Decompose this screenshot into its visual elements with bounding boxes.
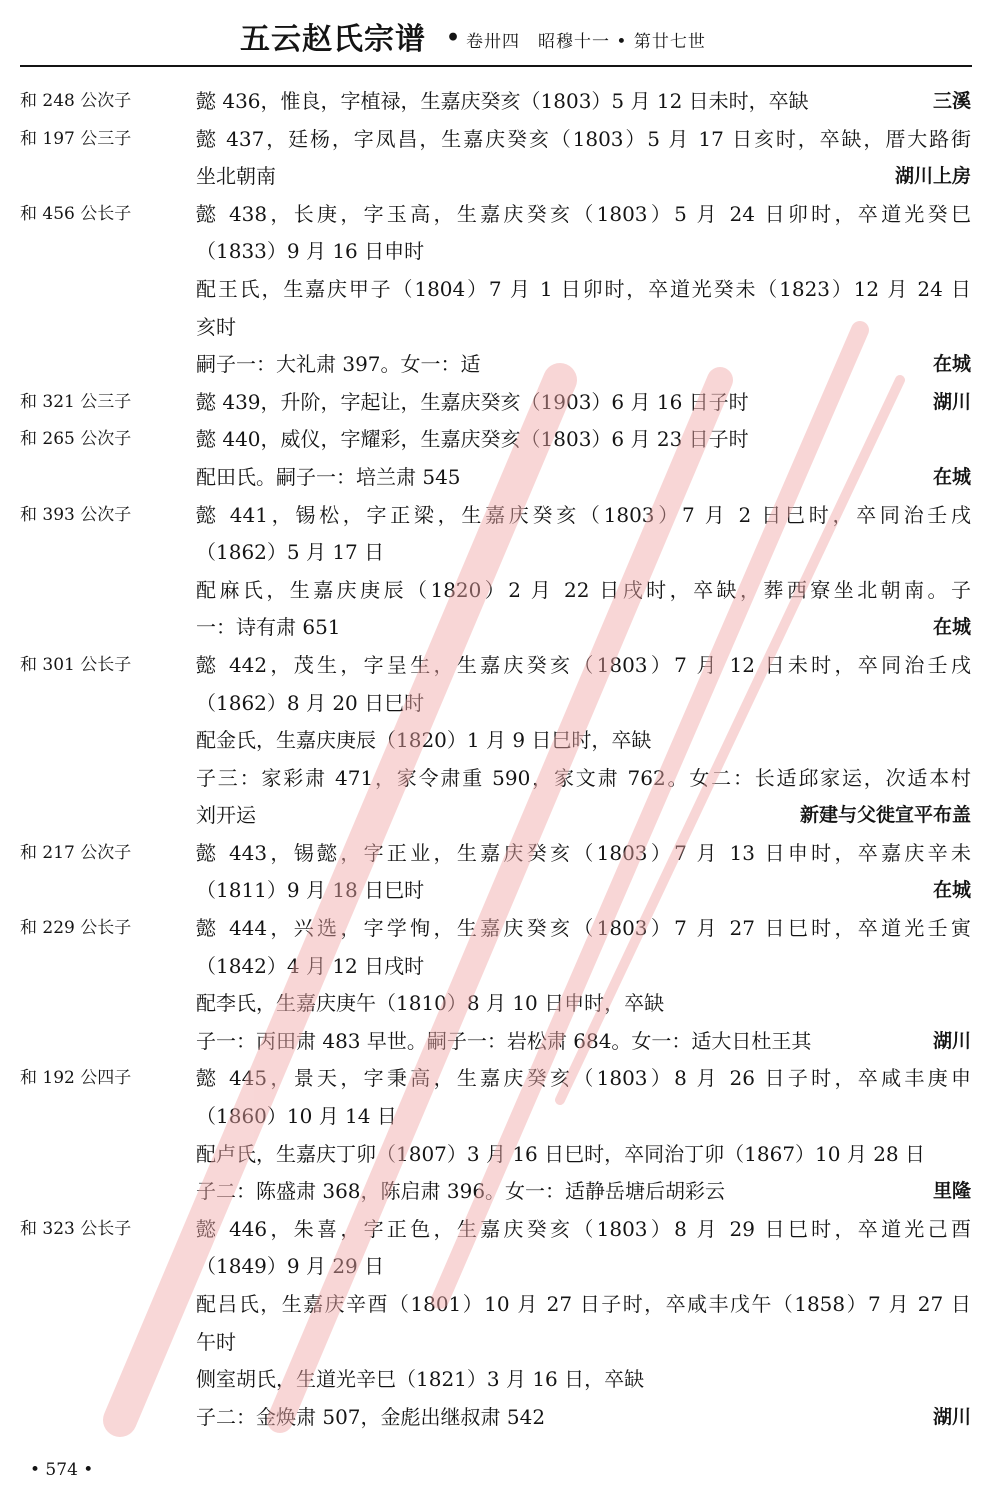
entry-line [196,572,971,610]
entry-line-text: 懿 441，锡松，字正梁，生嘉庆癸亥（1803）7 月 2 日巳时，卒同治壬戌 [196,502,971,527]
entry-line-text: 子三：家彩肃 471，家令肃重 590，家文肃 762。女二：长适邱家运，次适本村 [196,765,971,790]
page-number: • 574 • [30,1460,94,1480]
entry-parent: 和 301 公长子 [20,654,132,675]
entry [0,421,992,496]
entry [0,835,992,910]
entry-text-block [196,384,971,422]
entry-text-block [196,121,971,196]
entry [0,1211,992,1437]
entry-line [196,1173,971,1211]
entry-line [196,872,971,910]
entry-line-text: 侧室胡氏，生道光辛巳（1821）3 月 16 日，卒缺 [196,1367,645,1392]
residence-label: 在城 [932,465,971,488]
residence-label: 湖川 [932,390,971,413]
entry-line-text: 懿 437，廷杨，字凤昌，生嘉庆癸亥（1803）5 月 17 日亥时，卒缺，厝大路街 [196,126,971,151]
entry-line [196,948,971,986]
entry-line [196,910,971,948]
entry-parent: 和 321 公三子 [20,391,132,412]
entry-text-block [196,196,971,384]
entry-line-text: 懿 440，威仪，字耀彩，生嘉庆癸亥（1803）6 月 23 日子时 [196,427,749,452]
residence-label: 湖川上房 [894,165,971,188]
entry-parent: 和 323 公长子 [20,1218,132,1239]
entry-parent: 和 265 公次子 [20,429,132,450]
entry-parent: 和 229 公长子 [20,918,132,939]
entry [0,196,992,384]
entry [0,497,992,647]
residence-label: 里隆 [932,1180,971,1203]
entry-line [196,346,971,384]
entry-text-block [196,83,971,121]
entry-parent: 和 456 公长子 [20,203,132,224]
residence-label: 三溪 [932,90,971,112]
entry-line [196,384,971,422]
entry-line [196,271,971,309]
entry-line-text: 配田氏。嗣子一：培兰肃 545 [196,464,461,489]
entry-line [196,459,971,497]
entry-line [196,121,971,159]
entry-line [196,233,971,271]
entry-line-text: 午时 [196,1329,236,1354]
residence-label: 在城 [932,616,971,639]
entry [0,647,992,835]
entry-line [196,1361,971,1399]
genealogy-entries [0,83,992,1436]
entry-line [196,1286,971,1324]
entry-line-text: 懿 442，茂生，字呈生，生嘉庆癸亥（1803）7 月 12 日未时，卒同治壬戌 [196,652,971,677]
entry-line-text: （1862）8 月 20 日巳时 [196,690,425,715]
entry [0,1060,992,1210]
entry-text-block [196,1060,971,1210]
entry [0,910,992,1060]
entry-parent: 和 393 公次子 [20,504,132,525]
entry-line [196,309,971,347]
entry-text-block [196,1211,971,1437]
entry-line-text: （1833）9 月 16 日申时 [196,239,425,264]
entry-line [196,647,971,685]
entry-line-text: 懿 439，升阶，字起让，生嘉庆癸亥（1903）6 月 16 日子时 [196,389,749,414]
entry-line [196,1136,971,1174]
entry-line-text: 配卢氏，生嘉庆丁卯（1807）3 月 16 日巳时，卒同治丁卯（1867）10 月 28 日 [196,1141,926,1166]
entry-line-text: 一：诗有肃 651 [196,615,341,640]
entry-line-text: 配王氏，生嘉庆甲子（1804）7 月 1 日卯时，卒道光癸未（1823）12 月 24 日 [196,276,971,301]
entry-line-text: 子一：丙田肃 483 早世。嗣子一：岩松肃 684。女一：适大日杜王其 [196,1028,812,1053]
entry-line-text: 配李氏，生嘉庆庚午（1810）8 月 10 日申时，卒缺 [196,991,665,1016]
entry-line [196,83,971,121]
entry [0,83,992,121]
header-rule [20,65,972,67]
entry-line-text: 嗣子一：大礼肃 397。女一：适 [196,352,481,377]
entry-parent: 和 248 公次子 [20,91,132,111]
entry-line [196,1098,971,1136]
page-header [0,20,992,60]
entry-line [196,1211,971,1249]
entry-line [196,760,971,798]
entry-line-text: 亥时 [196,314,236,339]
entry-line [196,685,971,723]
residence-label: 在城 [932,879,971,902]
entry-line [196,158,971,196]
entry-line-text: 懿 443，锡懿，字正业，生嘉庆癸亥（1803）7 月 13 日申时，卒嘉庆辛未 [196,840,971,865]
entry-line [196,421,971,459]
entry-line-text: （1842）4 月 12 日戌时 [196,953,425,978]
entry [0,121,992,196]
entry-line-text: （1862）5 月 17 日 [196,540,385,565]
entry-line-text: 懿 446，朱喜，字正色，生嘉庆癸亥（1803）8 月 29 日巳时，卒道光己酉 [196,1216,971,1241]
entry-line-text: 配麻氏，生嘉庆庚辰（1820）2 月 22 日戌时，卒缺，葬西寮坐北朝南。子 [196,577,971,602]
entry-line-text: 配吕氏，生嘉庆辛酉（1801）10 月 27 日子时，卒咸丰戊午（1858）7 月 27 日 [196,1292,971,1316]
residence-label: 新建与父徙宣平布盖 [799,804,971,827]
entry-line [196,196,971,234]
entry-text-block [196,835,971,910]
entry-line [196,497,971,535]
residence-label: 在城 [932,353,971,376]
entry-line [196,1060,971,1098]
title-separator: • [446,25,461,51]
entry-line-text: 子二：陈盛肃 368，陈启肃 396。女一：适静岳塘后胡彩云 [196,1179,726,1204]
entry-parent: 和 192 公四子 [20,1068,132,1089]
entry-line [196,985,971,1023]
residence-label: 湖川 [932,1405,971,1428]
volume-subtitle: 卷卅四 昭穆十一 • 第廿七世 [466,32,706,52]
entry-line [196,534,971,572]
entry-line-text: 子二：金焕肃 507，金彪出继叔肃 542 [196,1404,546,1429]
entry-parent: 和 197 公三子 [20,128,132,149]
entry-line-text: 刘开运 [196,803,256,828]
entry-text-block [196,910,971,1060]
entry-line-text: 配金氏，生嘉庆庚辰（1820）1 月 9 日巳时，卒缺 [196,728,652,753]
entry-line [196,609,971,647]
entry-parent: 和 217 公次子 [20,842,132,863]
entry [0,384,992,422]
entry-line-text: 坐北朝南 [196,164,276,189]
entry-line [196,1399,971,1437]
entry-line [196,797,971,835]
entry-line-text: 懿 438，长庚，字玉高，生嘉庆癸亥（1803）5 月 24 日卯时，卒道光癸巳 [196,201,971,226]
entry-line-text: （1811）9 月 18 日巳时 [196,878,425,903]
entry-line-text: （1860）10 月 14 日 [196,1104,397,1129]
entry-line [196,1023,971,1061]
entry-line-text: 懿 444，兴选，字学恂，生嘉庆癸亥（1803）7 月 27 日巳时，卒道光壬寅 [196,916,971,941]
entry-text-block [196,497,971,647]
book-title: 五云赵氏宗谱 [240,22,426,57]
entry-line-text: 懿 436，惟良，字植禄，生嘉庆癸亥（1803）5 月 12 日未时，卒缺 [196,89,809,113]
entry-line [196,722,971,760]
residence-label: 湖川 [932,1029,971,1052]
entry-text-block [196,647,971,835]
entry-line-text: 懿 445，景天，字秉高，生嘉庆癸亥（1803）8 月 26 日子时，卒咸丰庚申 [196,1066,971,1091]
entry-line [196,1324,971,1362]
entry-line-text: （1849）9 月 29 日 [196,1254,385,1279]
entry-line [196,835,971,873]
entry-text-block [196,421,971,496]
entry-line [196,1248,971,1286]
